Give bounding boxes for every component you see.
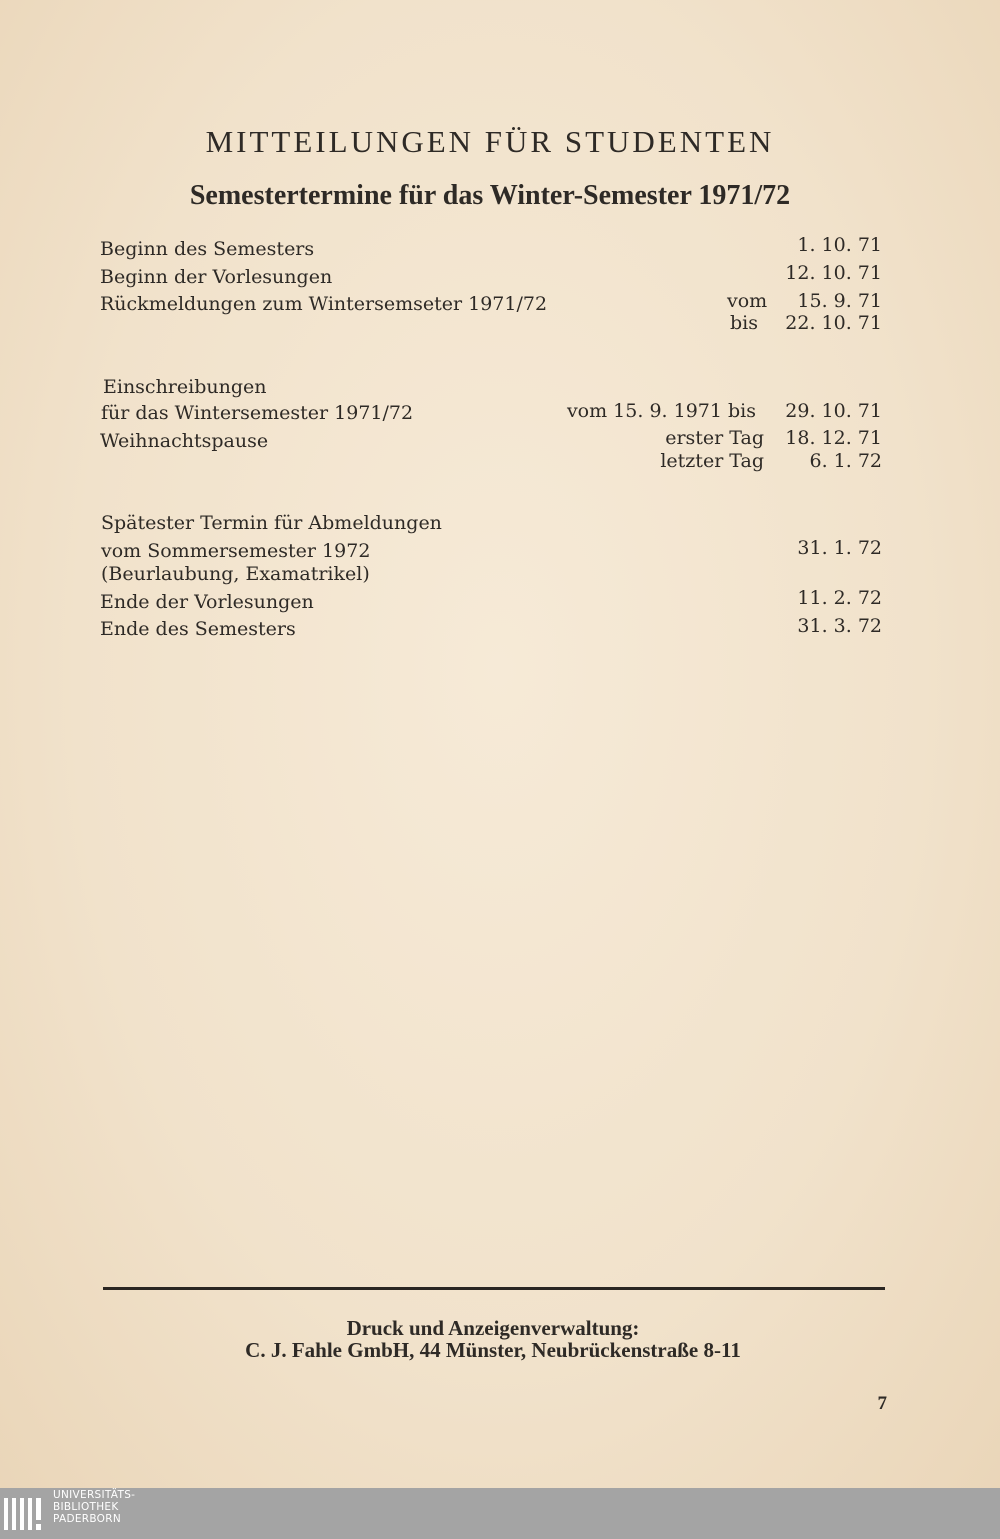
page-title: MITTEILUNGEN FÜR STUDENTEN	[205, 124, 775, 159]
entry-weihnachtspause-first-prefix: erster Tag	[665, 427, 764, 449]
entry-weihnachtspause-first-date: 18. 12. 71	[785, 427, 882, 449]
entry-abmeldungen-label-line2: vom Sommersemester 1972	[101, 540, 371, 562]
entry-ende-semester-label: Ende des Semesters	[100, 618, 296, 640]
entry-rueckmeldungen-to-prefix: bis	[730, 312, 758, 334]
entry-beginn-vorlesungen-date: 12. 10. 71	[785, 262, 882, 284]
library-logo-icon	[4, 1498, 46, 1530]
library-name-line1: UNIVERSITÄTS-	[53, 1489, 136, 1501]
entry-rueckmeldungen-label: Rückmeldungen zum Wintersemseter 1971/72	[100, 293, 548, 315]
entry-rueckmeldungen-from-date: 15. 9. 71	[797, 290, 882, 312]
library-name	[53, 1489, 135, 1525]
entry-beginn-semester-date: 1. 10. 71	[797, 234, 882, 256]
entry-ende-semester-date: 31. 3. 72	[797, 615, 882, 637]
entry-rueckmeldungen-from-prefix: vom	[727, 290, 768, 312]
horizontal-rule	[103, 1287, 885, 1290]
entry-rueckmeldungen-to-date: 22. 10. 71	[785, 312, 882, 334]
entry-weihnachtspause-last-prefix: letzter Tag	[660, 450, 764, 472]
entry-abmeldungen-date: 31. 1. 72	[797, 537, 882, 559]
entry-weihnachtspause-last-date: 6. 1. 72	[809, 450, 882, 472]
entry-ende-vorlesungen-date: 11. 2. 72	[797, 587, 882, 609]
library-name-line2: BIBLIOTHEK	[53, 1501, 119, 1513]
entry-abmeldungen-label-line1: Spätester Termin für Abmeldungen	[101, 512, 442, 534]
page-number: 7	[877, 1393, 887, 1414]
entry-ende-vorlesungen-label: Ende der Vorlesungen	[100, 591, 314, 613]
library-name-line3: PADERBORN	[53, 1513, 121, 1525]
entry-einschreibungen-label-line2: für das Wintersemester 1971/72	[101, 402, 414, 424]
entry-einschreibungen-range: vom 15. 9. 1971 bis	[566, 400, 756, 422]
imprint-line2: C. J. Fahle GmbH, 44 Münster, Neubrückenstraße 8-11	[245, 1338, 741, 1362]
entry-beginn-vorlesungen-label: Beginn der Vorlesungen	[100, 266, 333, 288]
page-subtitle: Semestertermine für das Winter-Semester 1971/72	[189, 180, 791, 211]
imprint-line1: Druck und Anzeigenverwaltung:	[346, 1316, 640, 1340]
entry-abmeldungen-label-line3: (Beurlaubung, Examatrikel)	[101, 563, 370, 585]
library-footer-bar	[0, 1488, 1000, 1539]
entry-einschreibungen-label-line1: Einschreibungen	[103, 376, 267, 398]
entry-beginn-semester-label: Beginn des Semesters	[100, 238, 315, 260]
entry-einschreibungen-date: 29. 10. 71	[785, 400, 882, 422]
entry-weihnachtspause-label: Weihnachtspause	[100, 430, 269, 452]
